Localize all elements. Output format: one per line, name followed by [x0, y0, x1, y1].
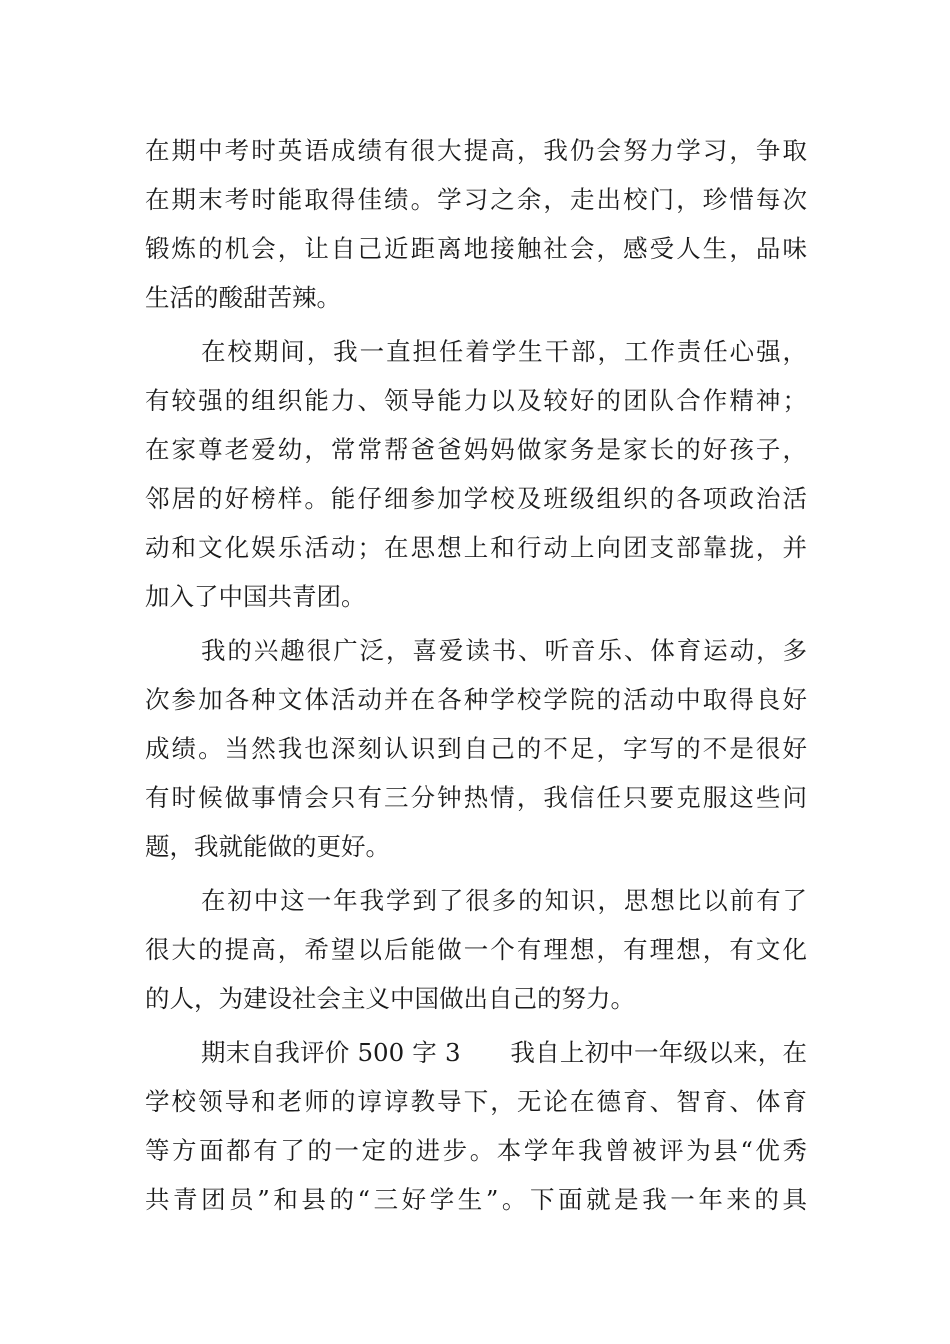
text-line: 在初中这一年我学到了很多的知识，思想比以前有了	[201, 886, 807, 915]
text-line: 的人，为建设社会主义中国做出自己的努力。	[145, 984, 635, 1013]
text-line: 在期中考时英语成绩有很大提高，我仍会努力学习，争取	[145, 136, 807, 165]
text-line: 加入了中国共青团。	[145, 582, 366, 611]
text-line: 学校领导和老师的谆谆教导下，无论在德育、智育、体育	[145, 1087, 807, 1116]
text-line: 共青团员”和县的“三好学生”。下面就是我一年来的具	[145, 1185, 807, 1214]
text-line: 有时候做事情会只有三分钟热情，我信任只要克服这些问	[145, 783, 807, 812]
text-line: 很大的提高，希望以后能做一个有理想，有理想，有文化	[145, 935, 807, 964]
text-line: 动和文化娱乐活动；在思想上和行动上向团支部靠拢，并	[145, 533, 807, 562]
text-line: 题，我就能做的更好。	[145, 832, 390, 861]
paragraph-2	[145, 327, 807, 621]
paragraph-1	[145, 126, 807, 322]
text-line: 成绩。当然我也深刻认识到自己的不足，字写的不是很好	[145, 734, 807, 763]
text-line: 有较强的组织能力、领导能力以及较好的团队合作精神；	[145, 386, 807, 415]
paragraph-5	[145, 1028, 807, 1224]
paragraph-4	[145, 876, 807, 1023]
text-line: 等方面都有了的一定的进步。本学年我曾被评为县“优秀	[145, 1136, 807, 1165]
text-line: 在家尊老爱幼，常常帮爸爸妈妈做家务是家长的好孩子，	[145, 435, 807, 464]
text-line: 邻居的好榜样。能仔细参加学校及班级组织的各项政治活	[145, 484, 807, 513]
text-line: 我的兴趣很广泛，喜爱读书、听音乐、体育运动，多	[201, 636, 807, 665]
document-body	[145, 126, 807, 1229]
text-line: 锻炼的机会，让自己近距离地接触社会，感受人生，品味	[145, 234, 807, 263]
text-line: 在期末考时能取得佳绩。学习之余，走出校门，珍惜每次	[145, 185, 807, 214]
text-line: 次参加各种文体活动并在各种学校学院的活动中取得良好	[145, 685, 807, 714]
paragraph-3	[145, 626, 807, 871]
text-line: 在校期间，我一直担任着学生干部，工作责任心强，	[201, 337, 807, 366]
text-line: 期末自我评价 500 字 3 我自上初中一年级以来，在	[201, 1038, 807, 1067]
text-line: 生活的酸甜苦辣。	[145, 283, 341, 312]
